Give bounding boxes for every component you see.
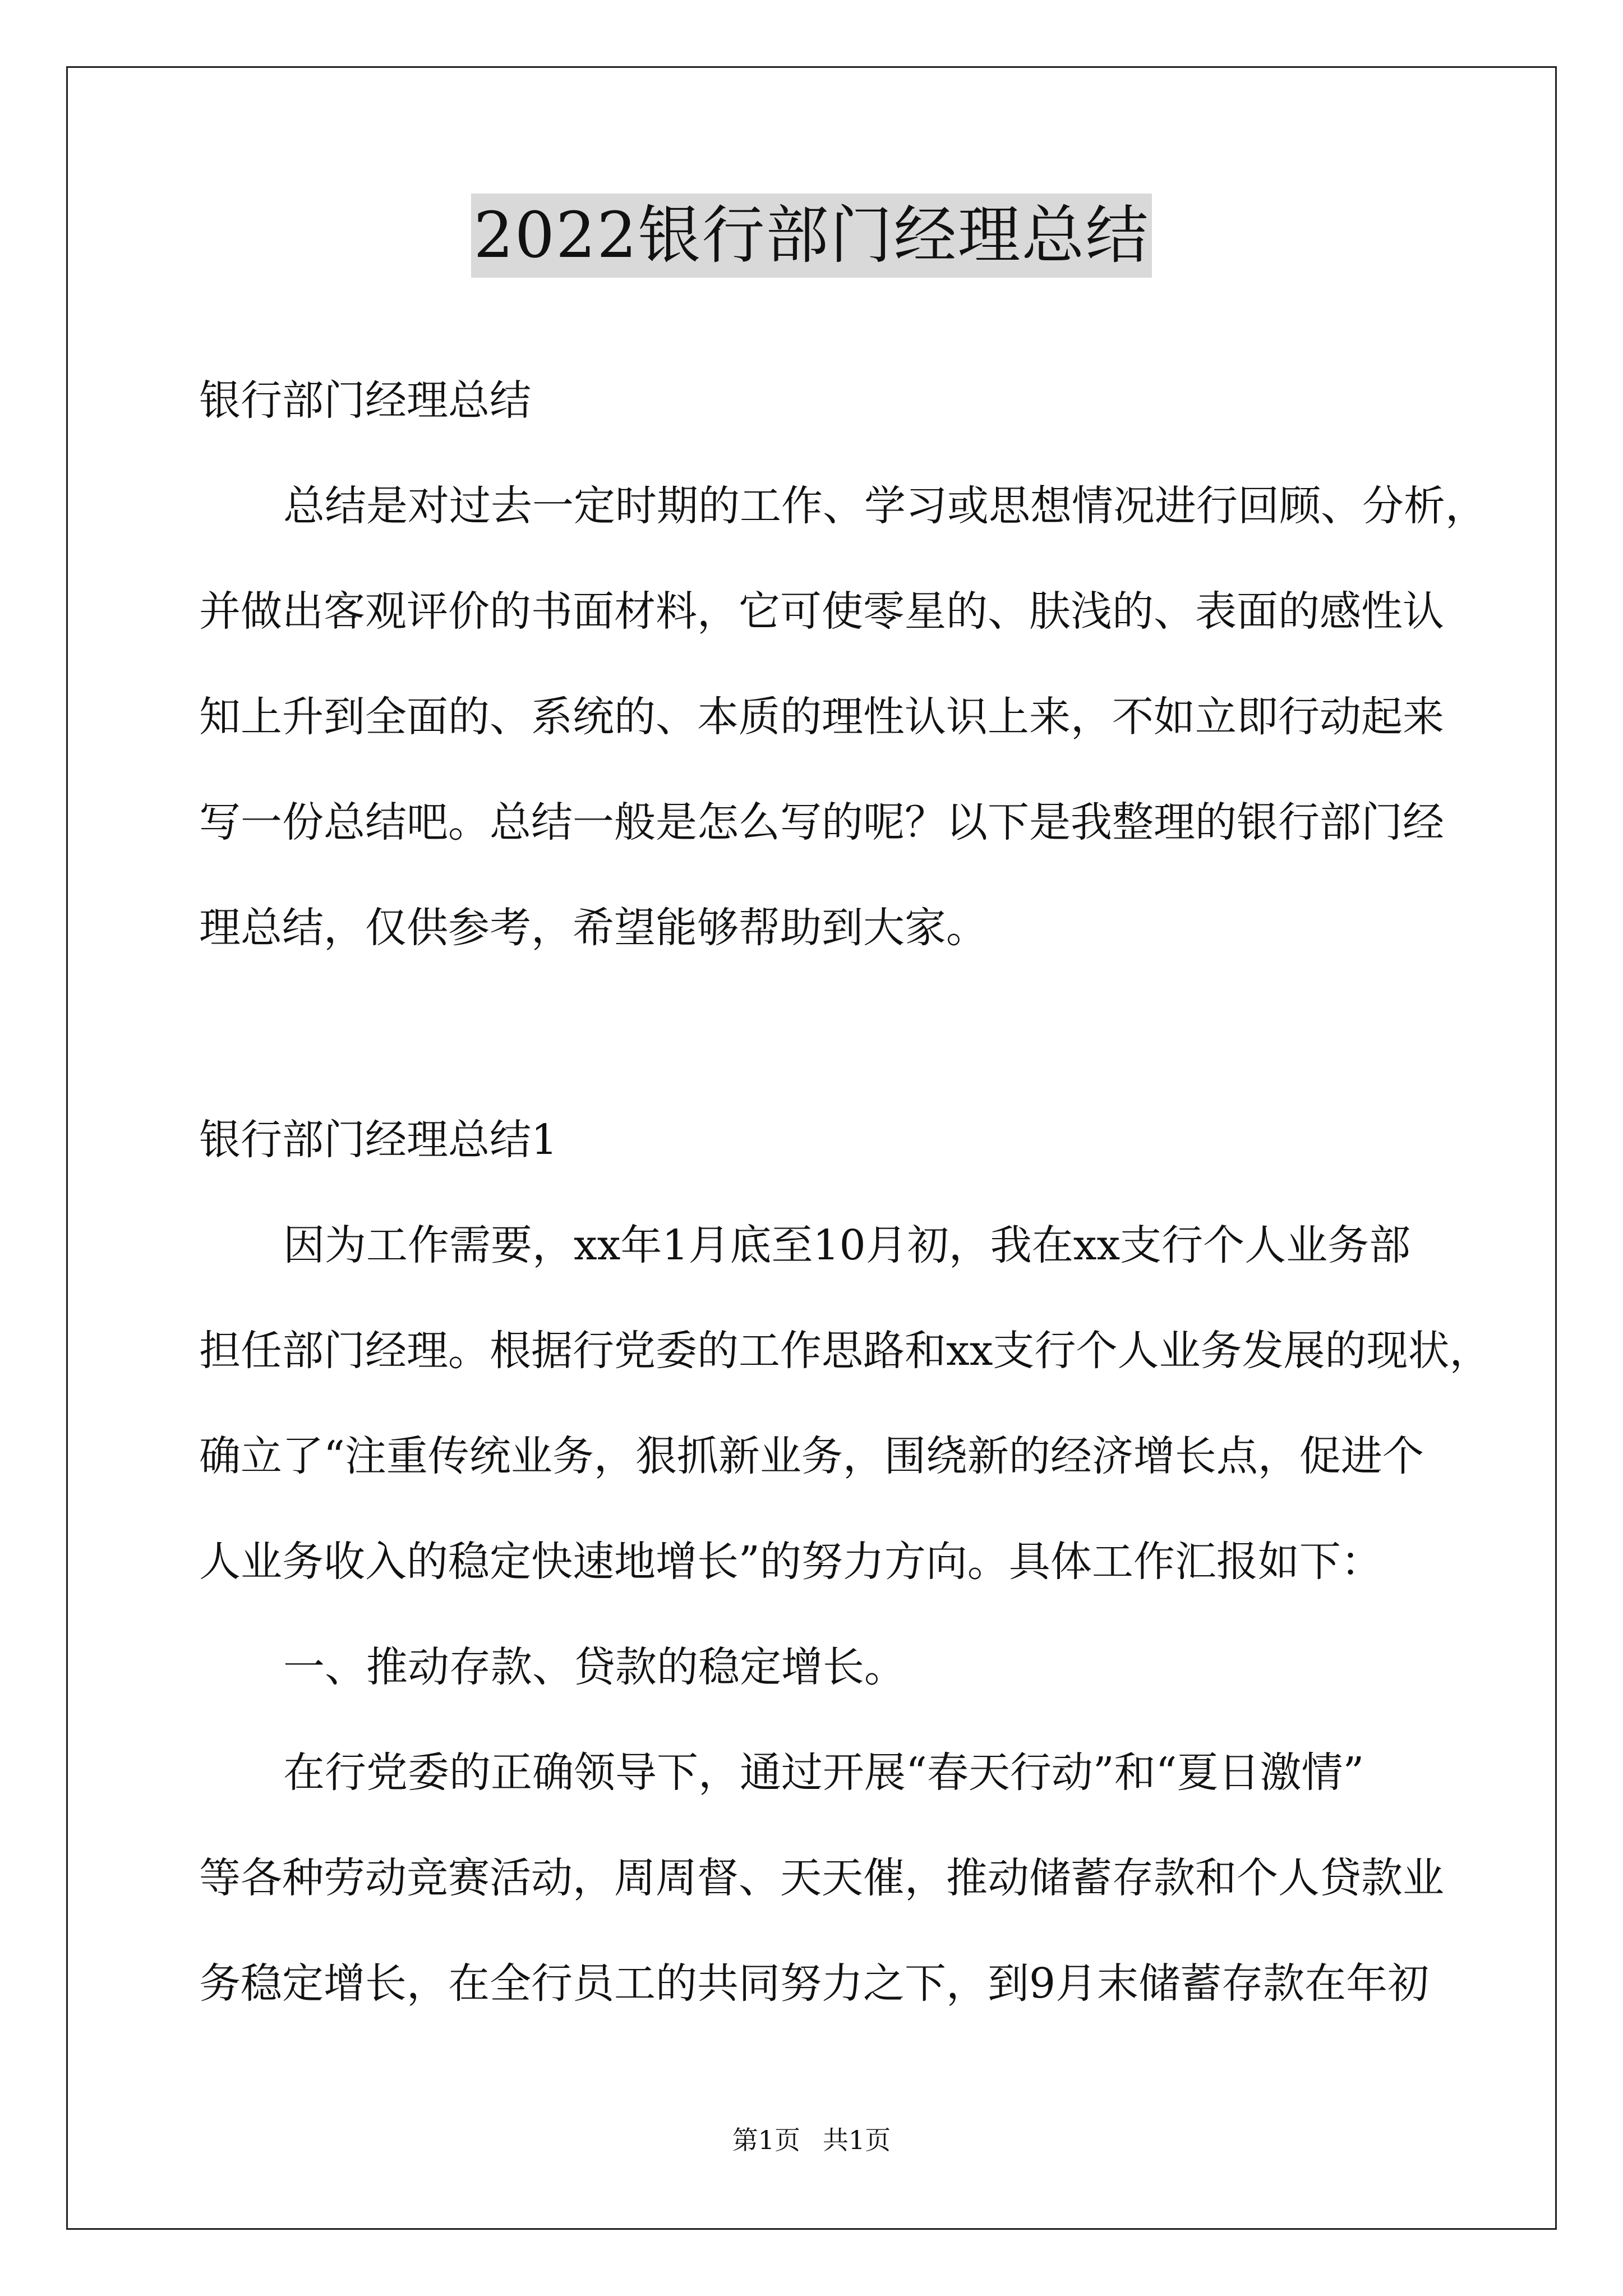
subsection-heading: 一、推动存款、贷款的稳定增长。: [283, 1643, 906, 1691]
section-gap: [199, 981, 1433, 1087]
page-footer: [0, 2123, 1623, 2157]
body-paragraph-line: 人业务收入的稳定快速地增长”的努力方向。具体工作汇报如下：: [199, 1538, 1382, 1586]
page-number: 第1页: [732, 2125, 800, 2155]
subtitle: 银行部门经理总结: [199, 376, 531, 425]
page-total: 共1页: [823, 2125, 891, 2155]
title-container: [0, 194, 1623, 278]
intro-paragraph-line: 总结是对过去一定时期的工作、学习或思想情况进行回顾、分析，: [283, 482, 1487, 530]
intro-paragraph-line: 知上升到全面的、系统的、本质的理性认识上来，不如立即行动起来: [199, 693, 1444, 741]
body-paragraph-line: 等各种劳动竞赛活动，周周督、天天催，推动储蓄存款和个人贷款业: [199, 1854, 1444, 1902]
body-paragraph-line: 务稳定增长，在全行员工的共同努力之下，到9月末储蓄存款在年初: [199, 1959, 1430, 2008]
intro-paragraph-line: 理总结，仅供参考，希望能够帮助到大家。: [199, 904, 988, 952]
intro-paragraph-line: 写一份总结吧。总结一般是怎么写的呢？以下是我整理的银行部门经: [199, 798, 1444, 846]
document-title: 2022银行部门经理总结: [471, 194, 1151, 278]
intro-paragraph-line: 并做出客观评价的书面材料，它可使零星的、肤浅的、表面的感性认: [199, 587, 1444, 636]
body-paragraph-line: 确立了“注重传统业务，狠抓新业务，围绕新的经济增长点，促进个: [199, 1432, 1424, 1480]
document-body: [199, 348, 1491, 2036]
body-paragraph-line: 因为工作需要，xx年1月底至10月初，我在xx支行个人业务部: [283, 1221, 1411, 1269]
body-paragraph-line: 在行党委的正确领导下，通过开展“春天行动”和“夏日激情”: [283, 1749, 1364, 1797]
body-paragraph-line: 担任部门经理。根据行党委的工作思路和xx支行个人业务发展的现状，: [199, 1327, 1491, 1375]
section-heading: 银行部门经理总结1: [199, 1116, 558, 1164]
